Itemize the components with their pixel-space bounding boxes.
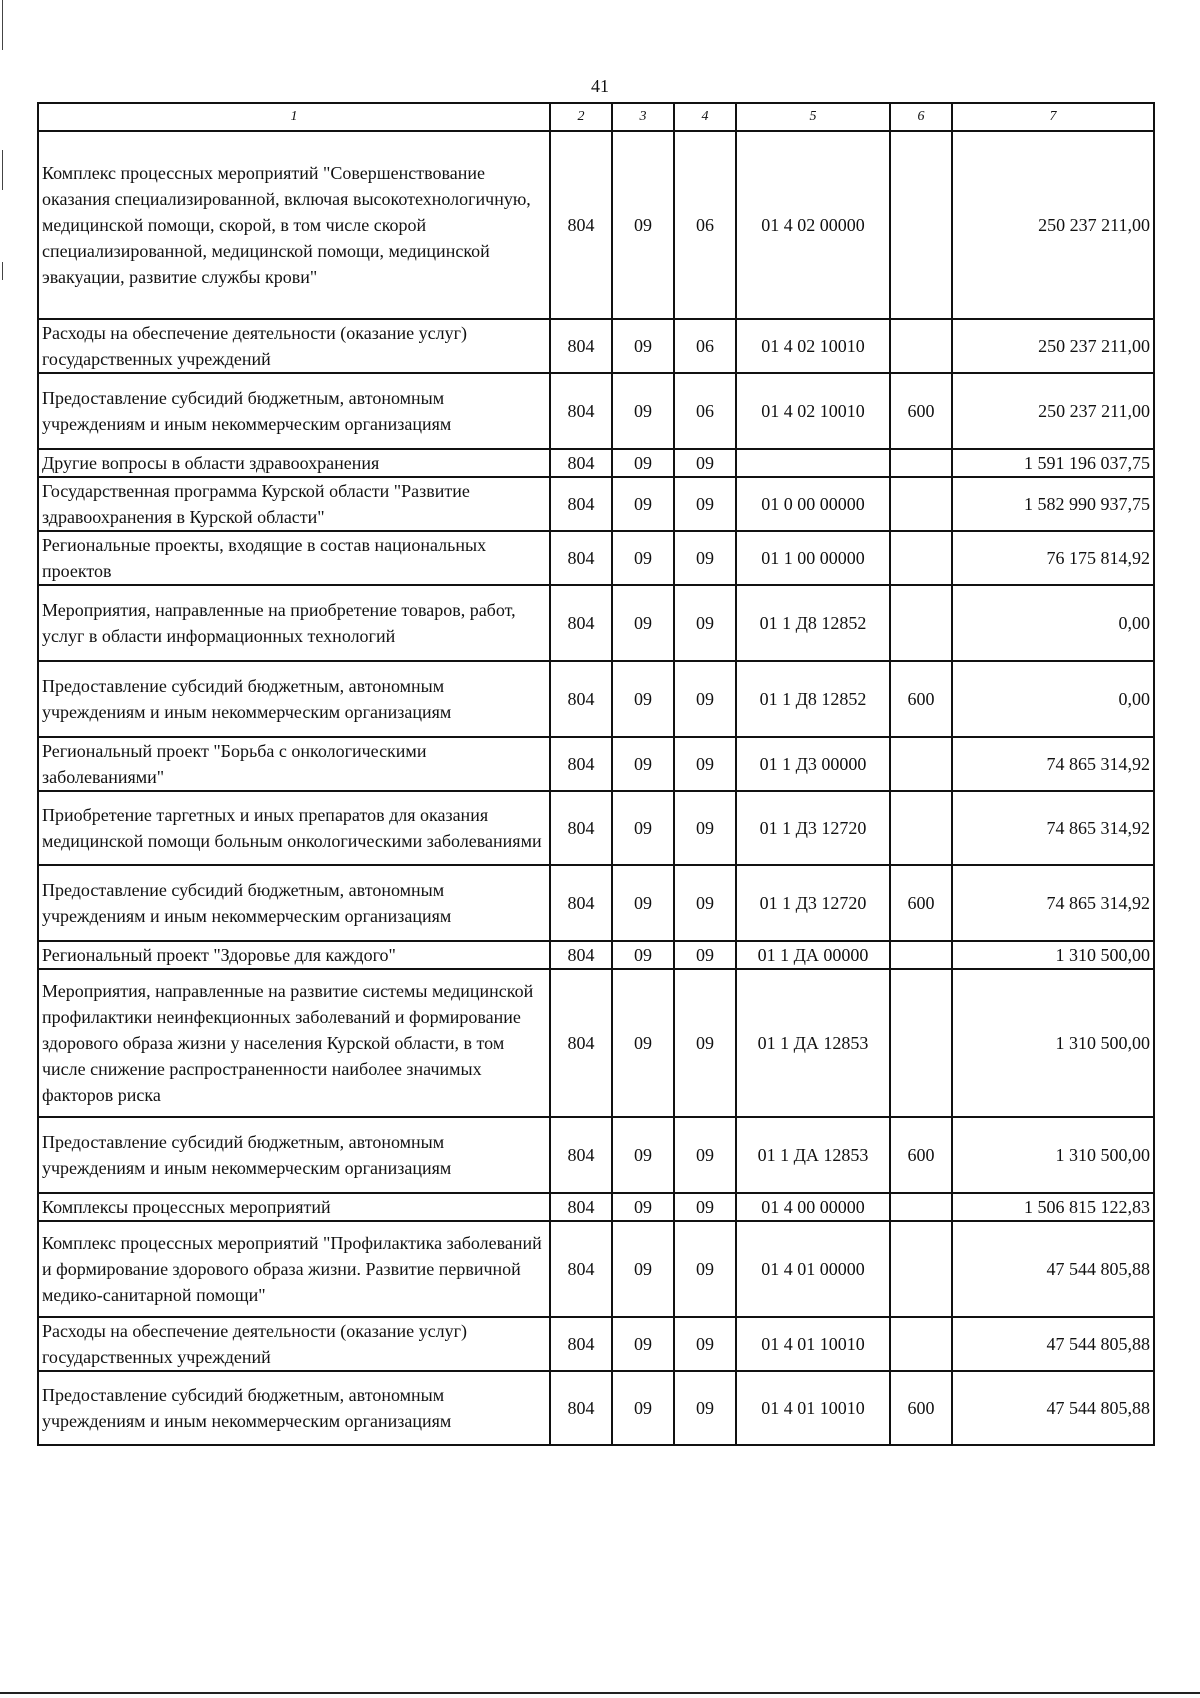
row-target-article-cell: 01 1 ДА 12853 <box>736 1117 890 1193</box>
row-expense-type-cell: 600 <box>890 661 952 737</box>
row-subsection-cell: 06 <box>674 131 736 319</box>
row-admin-code-cell: 804 <box>550 449 612 477</box>
column-header-6: 6 <box>890 103 952 131</box>
row-amount-cell: 1 310 500,00 <box>952 969 1154 1117</box>
row-subsection-cell: 09 <box>674 737 736 791</box>
table-row <box>38 1317 1154 1371</box>
row-section-cell: 09 <box>612 865 674 941</box>
row-admin-code-cell: 804 <box>550 1193 612 1221</box>
table-row <box>38 969 1154 1117</box>
row-admin-code-cell: 804 <box>550 737 612 791</box>
row-amount-cell: 1 310 500,00 <box>952 1117 1154 1193</box>
row-admin-code-cell: 804 <box>550 1221 612 1317</box>
row-name-cell: Государственная программа Курской области "Развитие здравоохранения в Курской области" <box>38 477 550 531</box>
row-subsection-cell: 09 <box>674 941 736 969</box>
table-row <box>38 1371 1154 1445</box>
row-name-cell: Расходы на обеспечение деятельности (оказание услуг) государственных учреждений <box>38 1317 550 1371</box>
table-row <box>38 373 1154 449</box>
row-target-article-cell: 01 0 00 00000 <box>736 477 890 531</box>
row-amount-cell: 1 506 815 122,83 <box>952 1193 1154 1221</box>
row-expense-type-cell <box>890 791 952 865</box>
row-expense-type-cell: 600 <box>890 865 952 941</box>
row-expense-type-cell: 600 <box>890 373 952 449</box>
row-amount-cell: 74 865 314,92 <box>952 865 1154 941</box>
row-target-article-cell: 01 4 02 00000 <box>736 131 890 319</box>
table-row <box>38 941 1154 969</box>
row-target-article-cell: 01 4 01 10010 <box>736 1317 890 1371</box>
row-amount-cell: 76 175 814,92 <box>952 531 1154 585</box>
row-target-article-cell: 01 1 Д8 12852 <box>736 661 890 737</box>
table-row <box>38 531 1154 585</box>
row-target-article-cell: 01 1 ДА 00000 <box>736 941 890 969</box>
row-expense-type-cell <box>890 969 952 1117</box>
row-amount-cell: 250 237 211,00 <box>952 319 1154 373</box>
row-admin-code-cell: 804 <box>550 661 612 737</box>
budget-table <box>37 102 1155 1446</box>
column-header-2: 2 <box>550 103 612 131</box>
table-row <box>38 791 1154 865</box>
row-name-cell: Региональные проекты, входящие в состав национальных проектов <box>38 531 550 585</box>
row-name-cell: Предоставление субсидий бюджетным, автономным учреждениям и иным некоммерческим организациям <box>38 1117 550 1193</box>
row-amount-cell: 1 591 196 037,75 <box>952 449 1154 477</box>
row-target-article-cell: 01 1 Д3 12720 <box>736 865 890 941</box>
row-expense-type-cell <box>890 941 952 969</box>
row-section-cell: 09 <box>612 1117 674 1193</box>
row-subsection-cell: 09 <box>674 791 736 865</box>
row-target-article-cell: 01 1 00 00000 <box>736 531 890 585</box>
row-section-cell: 09 <box>612 1221 674 1317</box>
row-section-cell: 09 <box>612 737 674 791</box>
row-subsection-cell: 09 <box>674 585 736 661</box>
row-expense-type-cell <box>890 449 952 477</box>
row-expense-type-cell: 600 <box>890 1371 952 1445</box>
row-section-cell: 09 <box>612 661 674 737</box>
scan-margin-mark <box>2 262 3 280</box>
row-amount-cell: 47 544 805,88 <box>952 1221 1154 1317</box>
row-subsection-cell: 06 <box>674 373 736 449</box>
row-expense-type-cell <box>890 737 952 791</box>
row-section-cell: 09 <box>612 531 674 585</box>
row-target-article-cell: 01 1 Д3 12720 <box>736 791 890 865</box>
row-subsection-cell: 09 <box>674 661 736 737</box>
row-name-cell: Предоставление субсидий бюджетным, автономным учреждениям и иным некоммерческим организациям <box>38 865 550 941</box>
row-subsection-cell: 09 <box>674 1317 736 1371</box>
row-admin-code-cell: 804 <box>550 319 612 373</box>
row-expense-type-cell: 600 <box>890 1117 952 1193</box>
row-expense-type-cell <box>890 1221 952 1317</box>
row-amount-cell: 47 544 805,88 <box>952 1317 1154 1371</box>
table-header <box>38 103 1154 131</box>
row-subsection-cell: 09 <box>674 969 736 1117</box>
row-target-article-cell <box>736 449 890 477</box>
row-admin-code-cell: 804 <box>550 131 612 319</box>
table-row <box>38 865 1154 941</box>
row-section-cell: 09 <box>612 477 674 531</box>
row-name-cell: Комплекс процессных мероприятий "Совершенствование оказания специализированной, включая высокотехнологичную, медицинской помощи, скорой, в том числе скорой специализированной, медицинской помощи, медицинской эвакуации, развитие службы крови" <box>38 131 550 319</box>
row-subsection-cell: 09 <box>674 477 736 531</box>
row-expense-type-cell <box>890 131 952 319</box>
row-subsection-cell: 09 <box>674 531 736 585</box>
row-target-article-cell: 01 4 01 10010 <box>736 1371 890 1445</box>
table-body <box>38 131 1154 1445</box>
row-subsection-cell: 06 <box>674 319 736 373</box>
row-section-cell: 09 <box>612 1193 674 1221</box>
row-section-cell: 09 <box>612 969 674 1117</box>
scan-margin-mark <box>2 150 3 190</box>
row-admin-code-cell: 804 <box>550 1317 612 1371</box>
row-name-cell: Предоставление субсидий бюджетным, автономным учреждениям и иным некоммерческим организациям <box>38 661 550 737</box>
table-row <box>38 585 1154 661</box>
column-header-3: 3 <box>612 103 674 131</box>
row-admin-code-cell: 804 <box>550 585 612 661</box>
table-row <box>38 1221 1154 1317</box>
row-admin-code-cell: 804 <box>550 969 612 1117</box>
row-expense-type-cell <box>890 531 952 585</box>
row-target-article-cell: 01 4 01 00000 <box>736 1221 890 1317</box>
row-name-cell: Региональный проект "Борьба с онкологическими заболеваниями" <box>38 737 550 791</box>
row-expense-type-cell <box>890 1317 952 1371</box>
row-amount-cell: 0,00 <box>952 585 1154 661</box>
row-name-cell: Региональный проект "Здоровье для каждого" <box>38 941 550 969</box>
row-expense-type-cell <box>890 319 952 373</box>
page-number: 41 <box>591 76 609 96</box>
row-name-cell: Предоставление субсидий бюджетным, автономным учреждениям и иным некоммерческим организациям <box>38 373 550 449</box>
row-amount-cell: 250 237 211,00 <box>952 373 1154 449</box>
row-name-cell: Предоставление субсидий бюджетным, автономным учреждениям и иным некоммерческим организациям <box>38 1371 550 1445</box>
row-expense-type-cell <box>890 477 952 531</box>
table-row <box>38 1193 1154 1221</box>
column-header-1: 1 <box>38 103 550 131</box>
row-amount-cell: 1 582 990 937,75 <box>952 477 1154 531</box>
table-row <box>38 737 1154 791</box>
row-admin-code-cell: 804 <box>550 791 612 865</box>
row-section-cell: 09 <box>612 319 674 373</box>
row-admin-code-cell: 804 <box>550 477 612 531</box>
row-admin-code-cell: 804 <box>550 373 612 449</box>
row-admin-code-cell: 804 <box>550 1117 612 1193</box>
row-name-cell: Комплексы процессных мероприятий <box>38 1193 550 1221</box>
row-amount-cell: 74 865 314,92 <box>952 791 1154 865</box>
row-admin-code-cell: 804 <box>550 941 612 969</box>
table-row <box>38 131 1154 319</box>
column-header-7: 7 <box>952 103 1154 131</box>
table-row <box>38 449 1154 477</box>
row-admin-code-cell: 804 <box>550 865 612 941</box>
row-target-article-cell: 01 4 02 10010 <box>736 319 890 373</box>
row-target-article-cell: 01 1 Д3 00000 <box>736 737 890 791</box>
row-name-cell: Мероприятия, направленные на приобретение товаров, работ, услуг в области информационных технологий <box>38 585 550 661</box>
row-section-cell: 09 <box>612 449 674 477</box>
table-row <box>38 319 1154 373</box>
column-numbers-row <box>38 103 1154 131</box>
row-name-cell: Мероприятия, направленные на развитие системы медицинской профилактики неинфекционных заболеваний и формирование здорового образа жизни у населения Курской области, в том числе снижение распространенности наиболее значимых факторов риска <box>38 969 550 1117</box>
row-subsection-cell: 09 <box>674 1371 736 1445</box>
row-amount-cell: 250 237 211,00 <box>952 131 1154 319</box>
row-section-cell: 09 <box>612 585 674 661</box>
table-row <box>38 477 1154 531</box>
row-amount-cell: 47 544 805,88 <box>952 1371 1154 1445</box>
row-admin-code-cell: 804 <box>550 1371 612 1445</box>
row-expense-type-cell <box>890 585 952 661</box>
row-target-article-cell: 01 1 Д8 12852 <box>736 585 890 661</box>
row-expense-type-cell <box>890 1193 952 1221</box>
row-admin-code-cell: 804 <box>550 531 612 585</box>
table-row <box>38 661 1154 737</box>
row-target-article-cell: 01 4 02 10010 <box>736 373 890 449</box>
row-name-cell: Расходы на обеспечение деятельности (оказание услуг) государственных учреждений <box>38 319 550 373</box>
row-subsection-cell: 09 <box>674 449 736 477</box>
row-section-cell: 09 <box>612 131 674 319</box>
row-subsection-cell: 09 <box>674 1193 736 1221</box>
column-header-5: 5 <box>736 103 890 131</box>
row-subsection-cell: 09 <box>674 865 736 941</box>
row-section-cell: 09 <box>612 373 674 449</box>
row-amount-cell: 74 865 314,92 <box>952 737 1154 791</box>
row-subsection-cell: 09 <box>674 1221 736 1317</box>
row-amount-cell: 1 310 500,00 <box>952 941 1154 969</box>
row-section-cell: 09 <box>612 1317 674 1371</box>
page-bottom-edge <box>0 1692 1200 1694</box>
row-target-article-cell: 01 1 ДА 12853 <box>736 969 890 1117</box>
row-name-cell: Комплекс процессных мероприятий "Профилактика заболеваний и формирование здорового образа жизни. Развитие первичной медико-санитарной помощи" <box>38 1221 550 1317</box>
scan-margin-mark <box>2 0 3 50</box>
table-row <box>38 1117 1154 1193</box>
row-target-article-cell: 01 4 00 00000 <box>736 1193 890 1221</box>
row-name-cell: Другие вопросы в области здравоохранения <box>38 449 550 477</box>
column-header-4: 4 <box>674 103 736 131</box>
row-section-cell: 09 <box>612 1371 674 1445</box>
row-subsection-cell: 09 <box>674 1117 736 1193</box>
row-amount-cell: 0,00 <box>952 661 1154 737</box>
row-name-cell: Приобретение таргетных и иных препаратов для оказания медицинской помощи больным онкологическими заболеваниями <box>38 791 550 865</box>
row-section-cell: 09 <box>612 941 674 969</box>
row-section-cell: 09 <box>612 791 674 865</box>
